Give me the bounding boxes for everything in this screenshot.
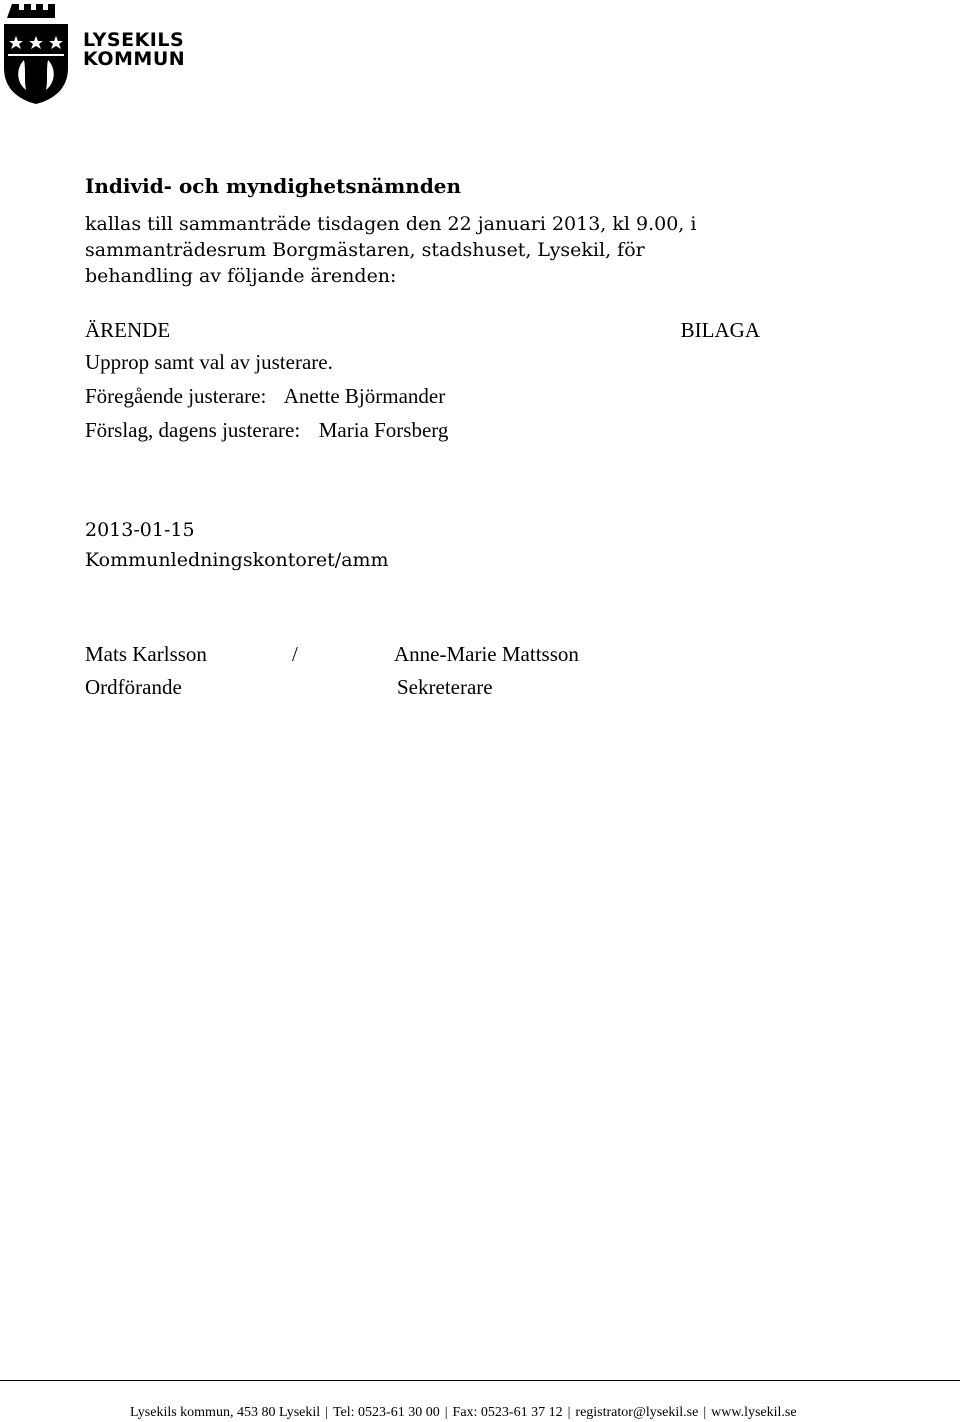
footer-separator: |	[703, 1405, 707, 1420]
footer-website[interactable]: www.lysekil.se	[711, 1405, 797, 1420]
issuing-office: Kommunledningskontoret/amm	[85, 549, 389, 571]
issue-date: 2013-01-15	[85, 519, 195, 541]
proposed-adjuster-name: Maria Forsberg	[318, 418, 449, 442]
arende-column-label: ÄRENDE	[85, 318, 171, 342]
footer-separator: |	[444, 1405, 448, 1420]
footer-fax: Fax: 0523-61 37 12	[452, 1405, 563, 1420]
footer-separator: |	[567, 1405, 571, 1420]
footer-phone: Tel: 0523-61 30 00	[332, 1405, 440, 1420]
coat-of-arms-icon	[2, 2, 70, 106]
previous-adjuster-label: Föregående justerare:	[85, 384, 267, 408]
previous-adjuster-line	[85, 384, 445, 409]
logo-line-2: KOMMUN	[83, 48, 186, 70]
secretary-title: Sekreterare	[397, 675, 493, 699]
proposed-adjuster-line	[85, 418, 448, 443]
intro-line: sammanträdesrum Borgmästaren, stadshuset, Lysekil, för	[85, 239, 645, 261]
committee-heading: Individ- och myndighetsnämnden	[85, 174, 462, 198]
signature-separator: /	[292, 642, 298, 666]
footer-address: Lysekils kommun, 453 80 Lysekil	[130, 1405, 321, 1420]
chair-name: Mats Karlsson	[85, 642, 207, 666]
intro-line: behandling av följande ärenden:	[85, 265, 397, 287]
previous-adjuster-name: Anette Björmander	[283, 384, 446, 408]
bilaga-column-label: BILAGA	[680, 318, 760, 342]
intro-line: kallas till sammanträde tisdagen den 22 januari 2013, kl 9.00, i	[85, 213, 697, 235]
agenda-header-row	[85, 318, 760, 346]
footer-email[interactable]: registrator@lysekil.se	[575, 1405, 699, 1420]
proposed-adjuster-label: Förslag, dagens justerare:	[85, 418, 301, 442]
issue-info	[85, 515, 389, 575]
secretary-name: Anne-Marie Mattsson	[394, 642, 579, 666]
meeting-invitation-text	[85, 211, 725, 289]
footer-separator: |	[325, 1405, 328, 1420]
chair-title: Ordförande	[85, 675, 182, 699]
agenda-item-title: Upprop samt val av justerare.	[85, 350, 333, 374]
municipality-logo	[2, 2, 202, 108]
contact-footer	[130, 1405, 930, 1421]
footer-divider	[0, 1380, 960, 1381]
logo-wordmark	[83, 31, 185, 69]
logo-line-1: LYSEKILS	[83, 29, 185, 51]
